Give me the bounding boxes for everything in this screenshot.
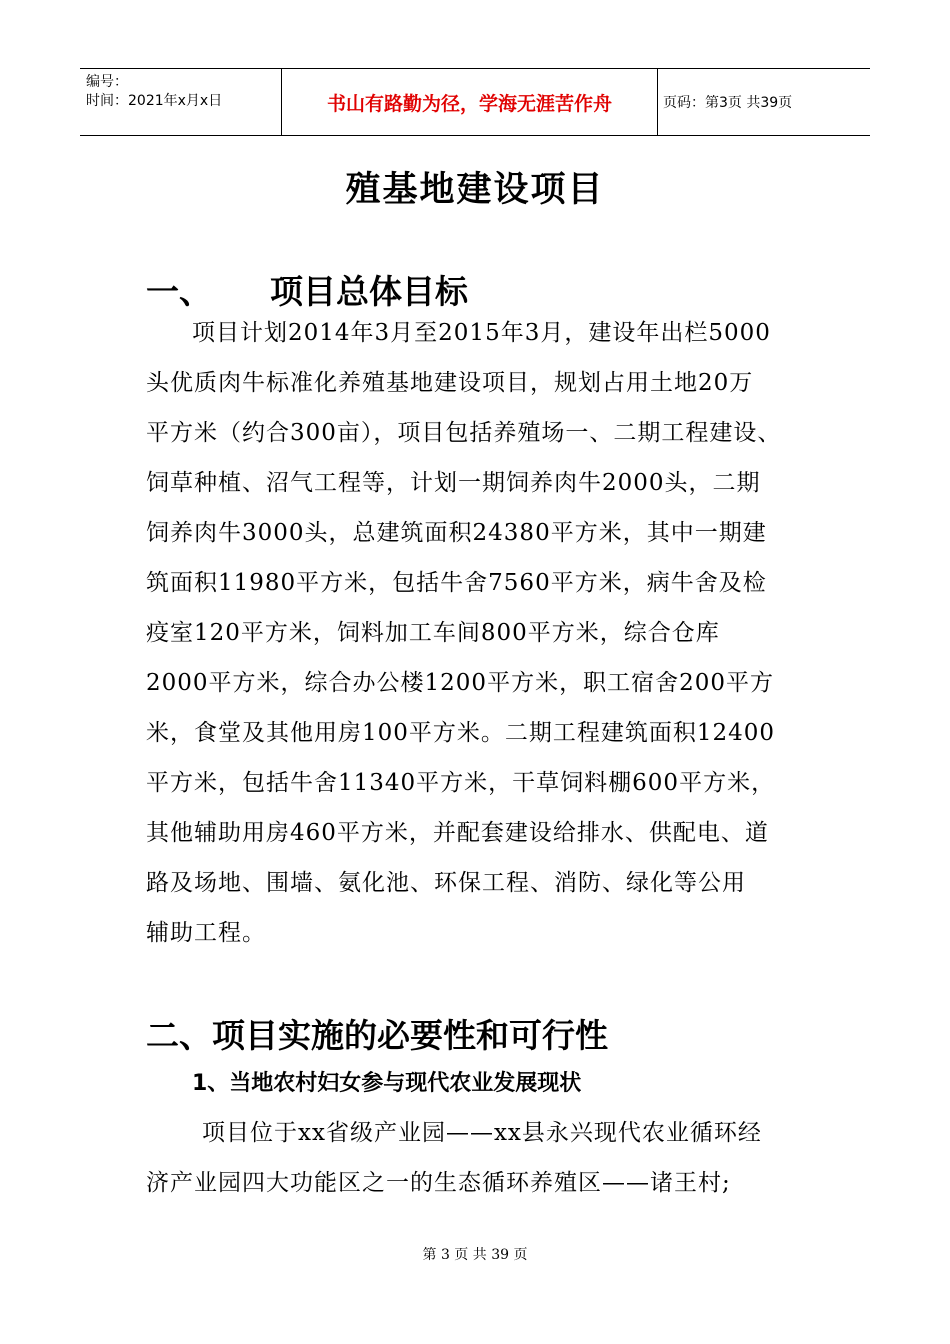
paragraph-line: 米，食堂及其他用房100平方米。二期工程建筑面积12400 [146, 720, 776, 746]
paragraph-line: 2000平方米，综合办公楼1200平方米，职工宿舍200平方 [146, 670, 774, 696]
document-date: 时间：2021年x月x日 [86, 93, 223, 109]
header-meta [86, 73, 222, 111]
paragraph-line: 平方米（约合300亩），项目包括养殖场一、二期工程建设、 [146, 420, 782, 446]
paragraph-line: 饲草种植、沼气工程等，计划一期饲养肉牛2000头，二期 [146, 470, 761, 496]
header-motto: 书山有路勤为径，学海无涯苦作舟 [326, 92, 612, 115]
paragraph-line: 路及场地、围墙、氨化池、环保工程、消防、绿化等公用 [146, 870, 746, 896]
paragraph-line: 疫室120平方米，饲料加工车间800平方米，综合仓库 [146, 620, 720, 646]
section-1-number: 一、 [146, 272, 212, 311]
section-1-paragraph [146, 308, 816, 958]
section-2-paragraph [146, 1108, 816, 1208]
header-divider [657, 69, 658, 135]
paragraph-line: 项目位于xx省级产业园——xx县永兴现代农业循环经 [202, 1120, 762, 1146]
section-1-title: 项目总体目标 [270, 272, 468, 311]
page-footer: 第 3 页 共 39 页 [422, 1247, 528, 1263]
paragraph-line: 平方米，包括牛舍11340平方米，干草饲料棚600平方米， [146, 770, 776, 796]
page-header [80, 68, 870, 136]
section-2-subheading: 1、当地农村妇女参与现代农业发展现状 [192, 1071, 582, 1096]
document-number-label: 编号： [86, 74, 128, 90]
paragraph-line: 饲养肉牛3000头，总建筑面积24380平方米，其中一期建 [146, 520, 767, 546]
paragraph-line: 头优质肉牛标准化养殖基地建设项目，规划占用土地20万 [146, 370, 754, 396]
section-2-heading: 二、项目实施的必要性和可行性 [146, 1016, 608, 1055]
paragraph-line: 项目计划2014年3月至2015年3月，建设年出栏5000 [192, 320, 771, 346]
paragraph-line: 其他辅助用房460平方米，并配套建设给排水、供配电、道 [146, 820, 769, 846]
paragraph-line: 济产业园四大功能区之一的生态循环养殖区——诸王村; [146, 1170, 731, 1196]
paragraph-line: 筑面积11980平方米，包括牛舍7560平方米，病牛舍及检 [146, 570, 767, 596]
header-page-info: 页码：第3页 共39页 [663, 95, 793, 111]
paragraph-line: 辅助工程。 [146, 920, 266, 946]
document-title: 殖基地建设项目 [345, 170, 605, 210]
section-1-heading [146, 266, 468, 313]
